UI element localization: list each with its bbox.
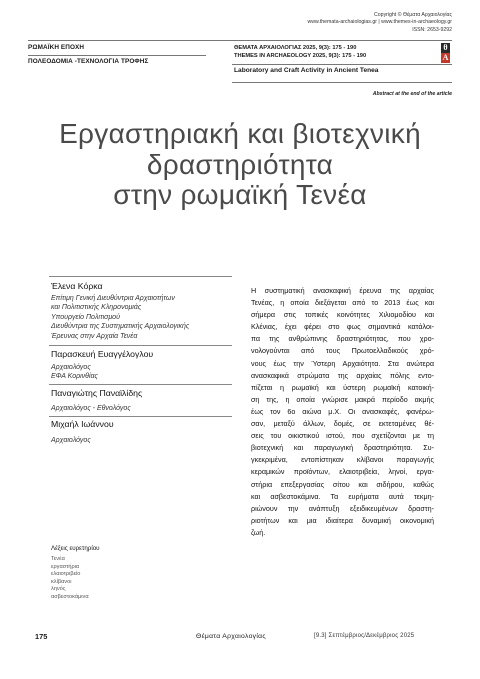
abstract-line: ριοτήτων και μια ιδιαίτερα δυναμική οικονομική	[251, 515, 434, 525]
affiliation-line: Έρευνας στην Αρχαία Τενέα	[51, 332, 138, 340]
author-affiliation	[51, 404, 229, 413]
author-affiliation	[51, 363, 229, 382]
issn-line: ISSN: 2653-9292	[412, 26, 452, 33]
abstract-line: πα της ανθρώπινης δραστηριότητας, που χρο-	[251, 334, 434, 344]
journal-citation-en: THEMES IN ARCHAEOLOGY 2025, 9(3): 175 - 190	[234, 53, 367, 60]
affiliation-line: Επίτιμη Γενική Διευθύντρια Αρχαιοτήτων	[51, 295, 175, 302]
affiliation-line: Αρχαιολόγος	[51, 364, 91, 371]
journal-citation-gr: ΘΕΜΑΤΑ ΑΡΧΑΙΟΛΟΓΙΑΣ 2025, 9(3): 175 - 190	[234, 45, 357, 51]
page-number: 175	[35, 632, 48, 641]
abstract-line: και ασβεστοκάμινα. Τα ευρήματα αυτά τεκμη-	[251, 491, 434, 501]
author-affiliation	[51, 436, 229, 445]
category-period: ΡΩΜΑΪΚΗ ΕΠΟΧΗ	[28, 44, 85, 51]
keyword-item: Τενέα	[51, 556, 65, 562]
author-name: Παναγιώτης Παναϊλίδης	[51, 388, 143, 398]
abstract-line: στήρια επεξεργασίας σίτου και σιδήρου, καθώς	[251, 479, 434, 489]
abstract-line: γκεκριμένα, εντοπίστηκαν κλίβανοι παραγωγής	[251, 455, 434, 465]
footer-journal: Θέματα Αρχαιολογίας	[196, 633, 266, 640]
author-name: Παρασκευή Ευαγγέλογλου	[51, 349, 154, 359]
author-name: Μιχαήλ Ιωάννου	[51, 419, 114, 429]
keyword-item: ληνός	[51, 586, 66, 593]
affiliation-line: Αρχαιολόγος - Εθνολόγος	[51, 405, 131, 412]
abstract-note: Abstract at the end of the article	[372, 91, 452, 97]
journal-logo-bottom: A	[442, 53, 449, 62]
author-separator	[49, 384, 232, 385]
keywords-title: Λέξεις ευρετηρίου	[51, 545, 100, 552]
abstract-line: ζωή.	[251, 527, 266, 537]
footer-issue: [9.3] Σεπτέμβριος/Δεκέμβριος 2025	[314, 633, 415, 639]
author-name: Έλενα Κόρκα	[51, 281, 103, 291]
keyword-item: κλίβανοι	[51, 578, 72, 585]
abstract-line: νολογούνται από τους Πρωτοελλαδικούς χρό-	[251, 346, 434, 356]
title-line-1: Εργαστηριακή και βιοτεχνική	[59, 118, 421, 149]
copyright-block	[152, 12, 452, 34]
affiliation-line: ΕΦΑ Κορινθίας	[51, 373, 98, 381]
website-line: www.themata-archaiologias.gr | www.themes-in-archaeology.gr	[307, 19, 452, 26]
category-topic: ΠΟΛΕΟΔΟΜΙΑ -ΤΕΧΝΟΛΟΓΙΑ ΤΡΟΦΗΣ	[28, 58, 149, 65]
affiliation-line: και Πολιτιστικής Κληρονομιάς	[51, 304, 142, 312]
title-line-3: στην ρωμαϊκή Τενέα	[113, 179, 367, 210]
abstract-line: κεραμικών προϊόντων, ελαιοτριβεία, ληνοί, εργα-	[251, 467, 434, 477]
abstract-line: σήμερα στις τοπικές κοινότητες Χιλιομοδίου και	[251, 310, 434, 320]
keyword-item: εργαστήρια	[51, 563, 80, 570]
keyword-item: ασβεστοκάμινα	[51, 593, 89, 600]
abstract-line: πίζεται η ρωμαϊκή και ύστερη ρωμαϊκή κατοική-	[251, 382, 434, 392]
abstract-line: βιοτεχνική και παραγωγική δραστηριότητα. Συ-	[251, 443, 434, 453]
affiliation-line: Διευθύντρια της Συστηματικής Αρχαιολογικής	[51, 323, 190, 331]
english-title: Laboratory and Craft Activity in Ancient Tenea	[234, 67, 379, 74]
abstract-line: έως τον 6ο αιώνα μ.Χ. Οι ανασκαφές, φανέρω-	[251, 406, 434, 416]
abstract-line: ση της, η οποία γνώρισε μακρά περίοδο ακμής	[251, 394, 434, 404]
abstract-line: σεις του οικιστικού ιστού, που σχετίζονται με τη	[251, 431, 434, 441]
title-line-2: δραστηριότητα	[146, 148, 334, 180]
abstract-line: Τενέας, η οποία διεξάγεται από το 2013 έως και	[251, 298, 434, 308]
category-divider	[28, 55, 206, 56]
abstract-line: Κλένιας, έχει φέρει στο φως σημαντικά κατάλοι-	[251, 322, 434, 332]
abstract-line: σαν, μεταξύ άλλων, δομές, σε εκτεταμένες θέ-	[251, 419, 434, 429]
affiliation-line: Αρχαιολόγος	[51, 437, 91, 444]
keyword-item: ελαιοτριβείο	[51, 571, 81, 578]
journal-citation	[234, 44, 366, 60]
affiliation-line: Υπουργείο Πολιτισμού	[51, 313, 120, 321]
journal-divider	[232, 64, 452, 65]
journal-logo-top: θ	[441, 43, 450, 53]
abstract-line: νους έως την Ύστερη Αρχαιότητα. Στα ανώτερα	[251, 358, 434, 368]
author-separator	[49, 416, 232, 417]
article-title	[30, 119, 450, 211]
keywords-list	[51, 556, 89, 602]
english-title-divider	[232, 82, 452, 83]
header-rule-top	[28, 40, 452, 41]
copyright-line: Copyright © Θέματα Αρχαιολογίας	[374, 12, 452, 18]
author-separator	[49, 345, 232, 346]
abstract-line: ανασκαφικά στρώματα της αρχαίας πόλης εντο-	[251, 370, 434, 380]
abstract-line: Η συστηματική ανασκαφική έρευνα της αρχαίας	[251, 286, 434, 295]
author-affiliation	[51, 294, 229, 341]
author-separator	[49, 276, 232, 277]
greek-abstract	[251, 285, 434, 539]
abstract-line: ριώνουν την ανάπτυξη εξειδικευμένων δραστη-	[251, 503, 434, 513]
